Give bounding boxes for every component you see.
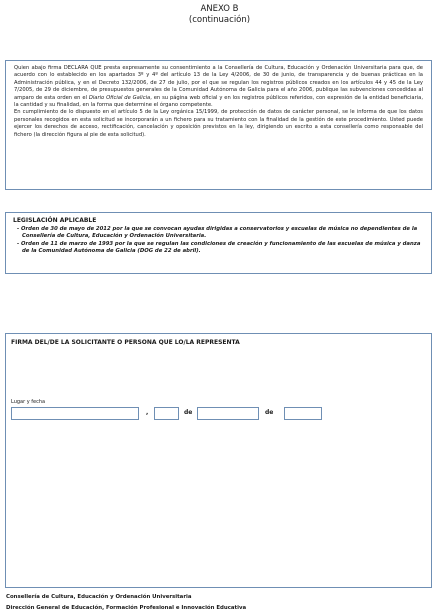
day-input[interactable]	[154, 407, 179, 420]
place-input[interactable]	[11, 407, 139, 420]
year-input[interactable]	[284, 407, 322, 420]
page-header	[0, 4, 439, 26]
declaration-paragraph-2: En cumplimiento de lo dispuesto en el artículo 5 de la Ley orgánica 15/1999, de protección de datos de carácter personal, se le informa de que los datos personales recogidos en esta solicitud se incorporarán a un fichero para su tratamiento con la finalidad de la gestión de este procedimiento. Usted puede ejercer los derechos de acceso, rectificación, cancelación y oposición previstos en la ley, dirigiendo un escrito a esta consellería como responsable del fichero (la dirección figura al pie de esta solicitud).	[14, 109, 423, 138]
comma-separator: ,	[146, 409, 149, 416]
legislation-item: - Orden de 11 de marzo de 1993 por la que se regulan las condiciones de creación y funcionamiento de las escuelas de música y danza de la Comunidad Autónoma de Galicia (DOG de 22 de abril).	[17, 240, 421, 254]
legislation-title: LEGISLACIÓN APLICABLE	[13, 217, 97, 224]
month-input[interactable]	[197, 407, 259, 420]
annex-continuation: (continuación)	[188, 15, 251, 25]
footer-line-1: Consellería de Cultura, Educación y Ordenación Universitaria	[6, 594, 192, 600]
place-date-label: Lugar y fecha	[11, 399, 46, 405]
de-label-2: de	[265, 409, 274, 416]
legislation-item: - Orden de 30 de mayo de 2012 por la que se convocan ayudas dirigidas a conservatorios y escuelas de música no dependientes de la Consellería de Cultura, Educación y Ordenación Universitaria.	[17, 226, 418, 240]
de-label-1: de	[184, 409, 193, 416]
annex-title: ANEXO B	[200, 4, 239, 14]
footer-line-2: Dirección General de Educación, Formación Profesional e Innovación Educativa	[6, 605, 247, 611]
legislation-box	[5, 212, 432, 274]
declaration-box	[5, 60, 432, 190]
signature-box	[5, 333, 432, 588]
dog-italic: Diario Oficial de Galicia	[88, 94, 151, 101]
declaration-paragraph-1: Quien abajo firma DECLARA QUE presta expresamente su consentimiento a la Consellería de Cultura, Educación y Ordenación Universitaria para que, de acuerdo con lo establecido en los apartados 3º y 4º del artículo 13 de la Ley 4/2006, de 30 de junio, de transparencia y de buenas prácticas en la Administración pública, y en el Decreto 132/2006, de 27 de julio, por el que se regulan los registros públicos creados en los artículos 44 y 45 de la Ley 7/2005, de 29 de diciembre, de presupuestos generales de la Comunidad Autónoma de Galicia para el año 2006, publique las subvenciones concedidas al amparo de esta orden en el Diario Oficial de Galicia, en su página web oficial y en los registros públicos referidos, con expresión de la entidad beneficiaria, la cantidad y su finalidad, en la forma que determine el órgano competente.	[14, 65, 423, 109]
signature-title: FIRMA DEL/DE LA SOLICITANTE O PERSONA QUE LO/LA REPRESENTA	[11, 339, 240, 346]
